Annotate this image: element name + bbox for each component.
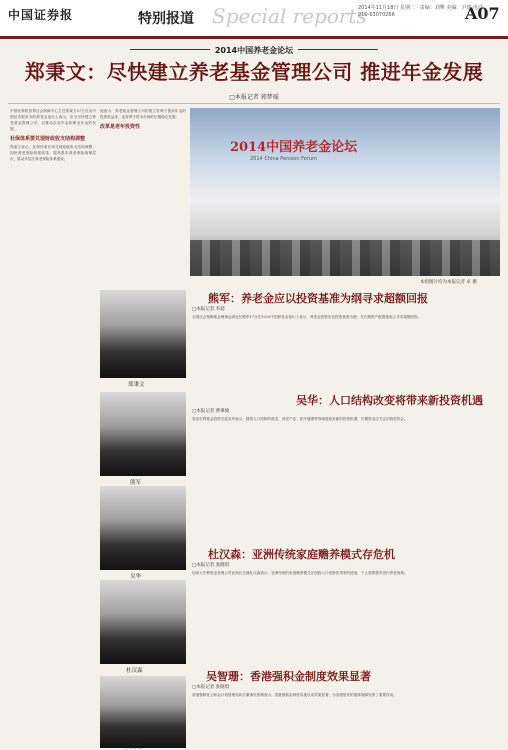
main-headline: 郑秉文：尽快建立养老基金管理公司 推进年金发展 xyxy=(24,60,484,84)
portrait-photo xyxy=(100,290,186,378)
article-title: 吴华：人口结构改变将带来新投资机遇 xyxy=(296,394,483,407)
portrait-name: 吴华 xyxy=(130,574,142,580)
portrait-photo xyxy=(100,676,186,748)
section-title: 特别报道 xyxy=(138,11,194,27)
article-byline: □本报记者 张晓琪 xyxy=(192,563,230,568)
article-body: 泰达宏利基金投资总监吴华表示，随着人口结构的改变，养老产业、医疗健康等领域将迎来新的投资机遇，长期资金应关注结构性机会。 xyxy=(192,417,408,421)
portrait-name: 熊军 xyxy=(130,480,142,486)
photo-caption: 本组图片均为本报记者 卓 摄 xyxy=(420,280,477,285)
article-byline: □本报记者 曹乘瑜 xyxy=(192,409,230,414)
audience-figures xyxy=(190,240,500,276)
article-body: 全国社会保障基金理事会副处长熊军17日在2014中国养老金论坛上表示，养老金投资应以投资基准为纲，在长期资产配置基础上寻求超额回报。 xyxy=(192,315,422,319)
main-byline: □本报记者 郭梦瑶 xyxy=(229,94,279,101)
article-body: 加拿大宏利资金管理公司亚洲区总裁杜汉森表示，亚洲传统的家庭赡养模式正面临人口老龄化带来的挑战，个人需要提早进行养老规划。 xyxy=(192,571,408,575)
banner-text: 2014中国养老金论坛 xyxy=(230,140,358,155)
page-header xyxy=(0,0,508,40)
divider xyxy=(8,103,500,104)
paragraph: 中国社科院世界社会保障中心主任郑秉文17日在由中国证券报举办的养老金论坛上表示，应当尽快建立养老基金管理公司，以推动企业年金和职业年金的发展。 xyxy=(10,109,96,131)
portrait-name: 郑秉文 xyxy=(128,382,145,388)
article-title: 吴智珊：香港强积金制度效果显著 xyxy=(206,670,371,683)
article-title: 杜汉森：亚洲传统家庭赡养模式存危机 xyxy=(208,548,395,561)
banner-text-en: 2014 China Pension Forum xyxy=(250,156,317,162)
subhead: 社保体系要兑现财政收支结构调整 xyxy=(10,136,86,142)
masthead: 中国证券报 xyxy=(8,8,74,22)
header-rule xyxy=(0,36,508,39)
article-title: 熊军：养老金应以投资基准为纲寻求超额回报 xyxy=(208,292,428,305)
section-title-en: Special reports xyxy=(212,4,367,28)
kicker-line-right xyxy=(298,49,378,50)
page-number: A07 xyxy=(465,4,500,23)
forum-photo xyxy=(190,108,500,276)
forum-kicker: 2014中国养老金论坛 xyxy=(214,46,294,55)
paragraph: 郑秉文表示，社保体系应该兑现财政收支结构调整，加快养老保险制度改革，提高基本养老保险统筹层次，推动多层次养老保险体系建设。 xyxy=(10,145,96,161)
portrait-name: 吴智珊 xyxy=(126,744,143,750)
portrait-photo xyxy=(100,486,186,570)
main-article-col-1 xyxy=(10,108,96,748)
article-body: 香港强制性公积金计划管理局执行董事吴智珊表示，香港强积金制度实施以来效果显著，为香港居民的退休保障发挥了重要作用。 xyxy=(192,693,397,697)
portrait-photo xyxy=(100,392,186,476)
article-byline: □本报记者 李超 xyxy=(192,307,225,312)
subhead: 改革是老年投资性 xyxy=(100,124,141,130)
paragraph: 他表示，养老基金管理公司的建立有利于提高年金的投资收益率，也有利于资本市场的长期稳定发展。 xyxy=(100,109,186,119)
header-meta: 2014年11月18日 星期二 · 责编：刘擎 美编：尹建 电话：010-63070266 xyxy=(358,5,488,18)
article-byline: □本报记者 张晓琪 xyxy=(192,685,230,690)
portrait-name: 杜汉森 xyxy=(126,668,143,674)
portrait-photo xyxy=(100,580,186,664)
